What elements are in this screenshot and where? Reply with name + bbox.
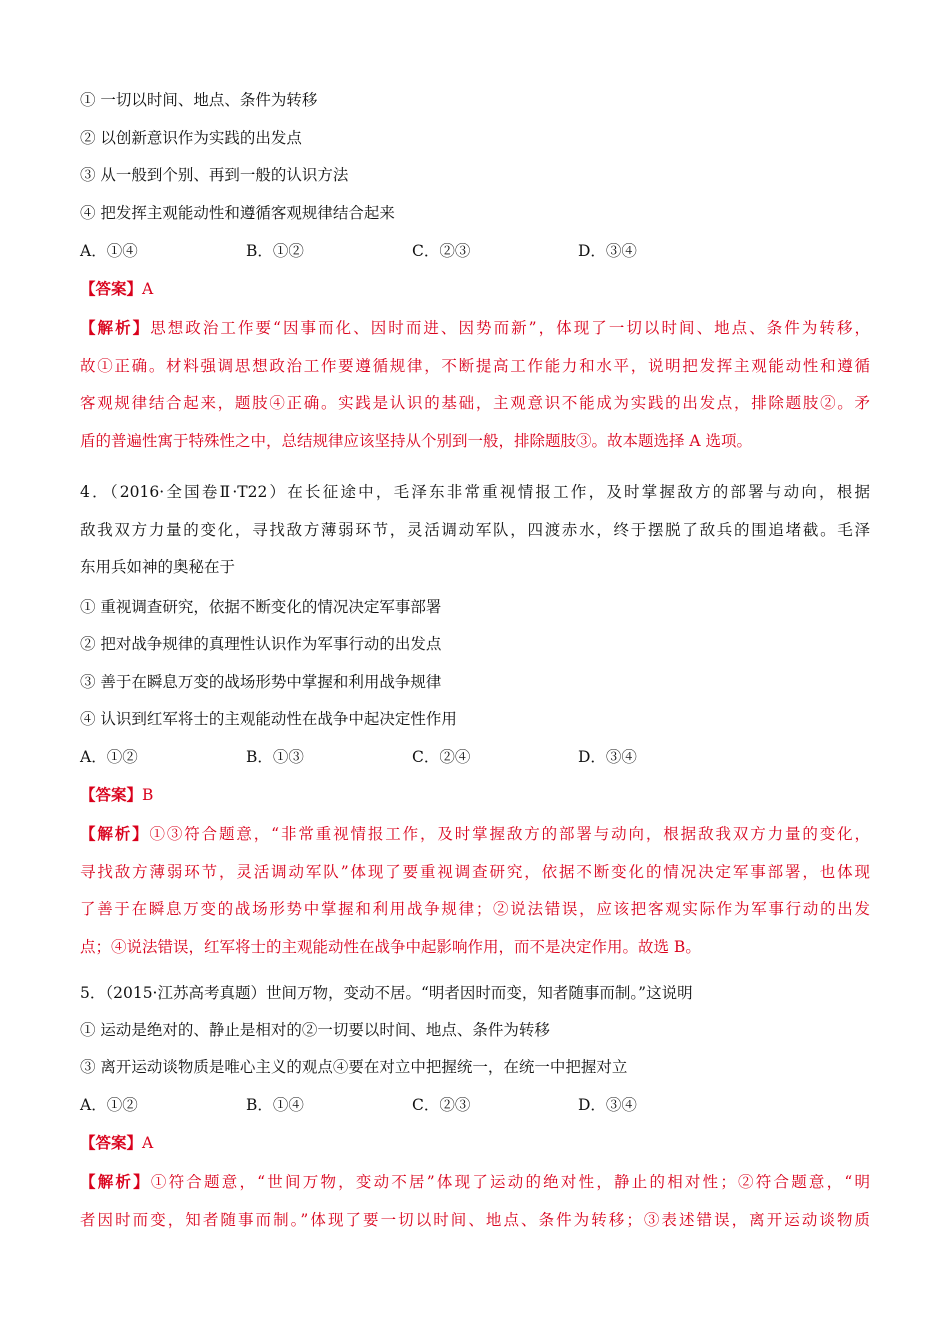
q4-option-c: C．②④: [412, 748, 471, 766]
q3-option-d: D．③④: [578, 242, 637, 260]
q3-option-a: A．①④: [80, 242, 138, 260]
q3-analysis-line-2: 故①正确。材料强调思想政治工作要遵循规律，不断提高工作能力和水平，说明把发挥主观能动性和遵循: [80, 356, 870, 375]
q4-stem-line-3: 东用兵如神的奥秘在于: [80, 558, 236, 576]
q3-option-c: C．②③: [412, 242, 471, 260]
q4-analysis-line-3: 了善于在瞬息万变的战场形势中掌握和利用战争规律；②说法错误，应该把客观实际作为军事行动的出发: [80, 900, 870, 918]
q3-item-1: ① 一切以时间、地点、条件为转移: [80, 91, 318, 109]
q5-analysis-line-1: [80, 1163, 870, 1202]
q5-analysis-text-1: ①符合题意，“世间万物，变动不居”体现了运动的绝对性，静止的相对性；②符合题意，“明: [150, 1173, 870, 1191]
q3-analysis-text-1: 思想政治工作要“因事而化、因时而进、因势而新”，体现了一切以时间、地点、条件为转移，: [150, 319, 870, 337]
q5-options: [80, 1094, 870, 1116]
q5-items-row-1: ① 运动是绝对的、静止是相对的②一切要以时间、地点、条件为转移: [80, 1021, 550, 1039]
q3-analysis-label: 【解析】: [80, 318, 151, 337]
q5-analysis-label: 【解析】: [80, 1172, 151, 1191]
q4-analysis-line-4: 点；④说法错误，红军将士的主观能动性在战争中起影响作用，而不是决定作用。故选 B。: [80, 937, 701, 956]
q3-options: [80, 240, 870, 262]
q3-analysis-line-4: 盾的普遍性寓于特殊性之中，总结规律应该坚持从个别到一般，排除题肢③。故本题选择 A 选项。: [80, 431, 753, 450]
q4-answer-label: 【答案】: [80, 785, 143, 804]
q5-option-d: D．③④: [578, 1096, 637, 1114]
q5-items-row-2: ③ 离开运动谈物质是唯心主义的观点④要在对立中把握统一，在统一中把握对立: [80, 1058, 628, 1076]
q5-answer-value: A: [142, 1134, 154, 1152]
q4-analysis-line-2: 寻找敌方薄弱环节，灵活调动军队”体现了要重视调查研究，依据不断变化的情况决定军事部署，也体现: [80, 862, 870, 881]
q4-item-2: ② 把对战争规律的真理性认识作为军事行动的出发点: [80, 635, 442, 653]
q4-option-d: D．③④: [578, 748, 637, 766]
q5-answer: [80, 1132, 870, 1154]
q5-stem: 5．（2015·江苏高考真题）世间万物，变动不居。“明者因时而变，知者随事而制。”这说明: [80, 984, 693, 1002]
q3-item-4: ④ 把发挥主观能动性和遵循客观规律结合起来: [80, 204, 395, 222]
q4-analysis-label: 【解析】: [80, 824, 150, 843]
q4-analysis-line-1: [80, 815, 870, 854]
q4-options: [80, 746, 870, 768]
q3-analysis-line-1: [80, 309, 870, 348]
q4-option-a: A．①②: [80, 748, 138, 766]
q5-analysis: [80, 1163, 870, 1239]
q5-option-a: A．①②: [80, 1096, 138, 1114]
q5-option-b: B．①④: [246, 1096, 304, 1114]
q5-answer-label: 【答案】: [80, 1133, 143, 1152]
q3-answer: [80, 278, 870, 300]
q3-item-3: ③ 从一般到个别、再到一般的认识方法: [80, 166, 349, 184]
q4-item-3: ③ 善于在瞬息万变的战场形势中掌握和利用战争规律: [80, 673, 442, 691]
q4-item-4: ④ 认识到红军将士的主观能动性在战争中起决定性作用: [80, 710, 457, 728]
q4-stem: [80, 474, 870, 587]
q4-analysis-text-1: ①③符合题意，“非常重视情报工作，及时掌握敌方的部署与动向，根据敌我双方力量的变化，: [149, 825, 870, 843]
q4-item-1: ① 重视调查研究，依据不断变化的情况决定军事部署: [80, 598, 442, 616]
q3-option-b: B．①②: [246, 242, 304, 260]
q4-answer: [80, 784, 870, 806]
q4-analysis: [80, 815, 870, 966]
q4-answer-value: B: [142, 786, 154, 804]
q3-answer-label: 【答案】: [80, 279, 143, 298]
q3-analysis: [80, 309, 870, 460]
q4-stem-line-1: 4．（2016·全国卷Ⅱ·T22）在长征途中，毛泽东非常重视情报工作，及时掌握敌方的部署与动向，根据: [80, 483, 870, 501]
q4-option-b: B．①③: [246, 748, 304, 766]
q5-option-c: C．②③: [412, 1096, 471, 1114]
q5-analysis-line-2: 者因时而变，知者随事而制。”体现了要一切以时间、地点、条件为转移；③表述错误，离开运动谈物质: [80, 1210, 870, 1229]
q3-answer-value: A: [142, 280, 154, 298]
q4-stem-line-2: 敌我双方力量的变化，寻找敌方薄弱环节，灵活调动军队，四渡赤水，终于摆脱了敌兵的围追堵截。毛泽: [80, 520, 870, 539]
q3-analysis-line-3: 客观规律结合起来，题肢④正确。实践是认识的基础，主观意识不能成为实践的出发点，排除题肢②。矛: [80, 394, 870, 412]
q3-item-2: ② 以创新意识作为实践的出发点: [80, 129, 302, 147]
